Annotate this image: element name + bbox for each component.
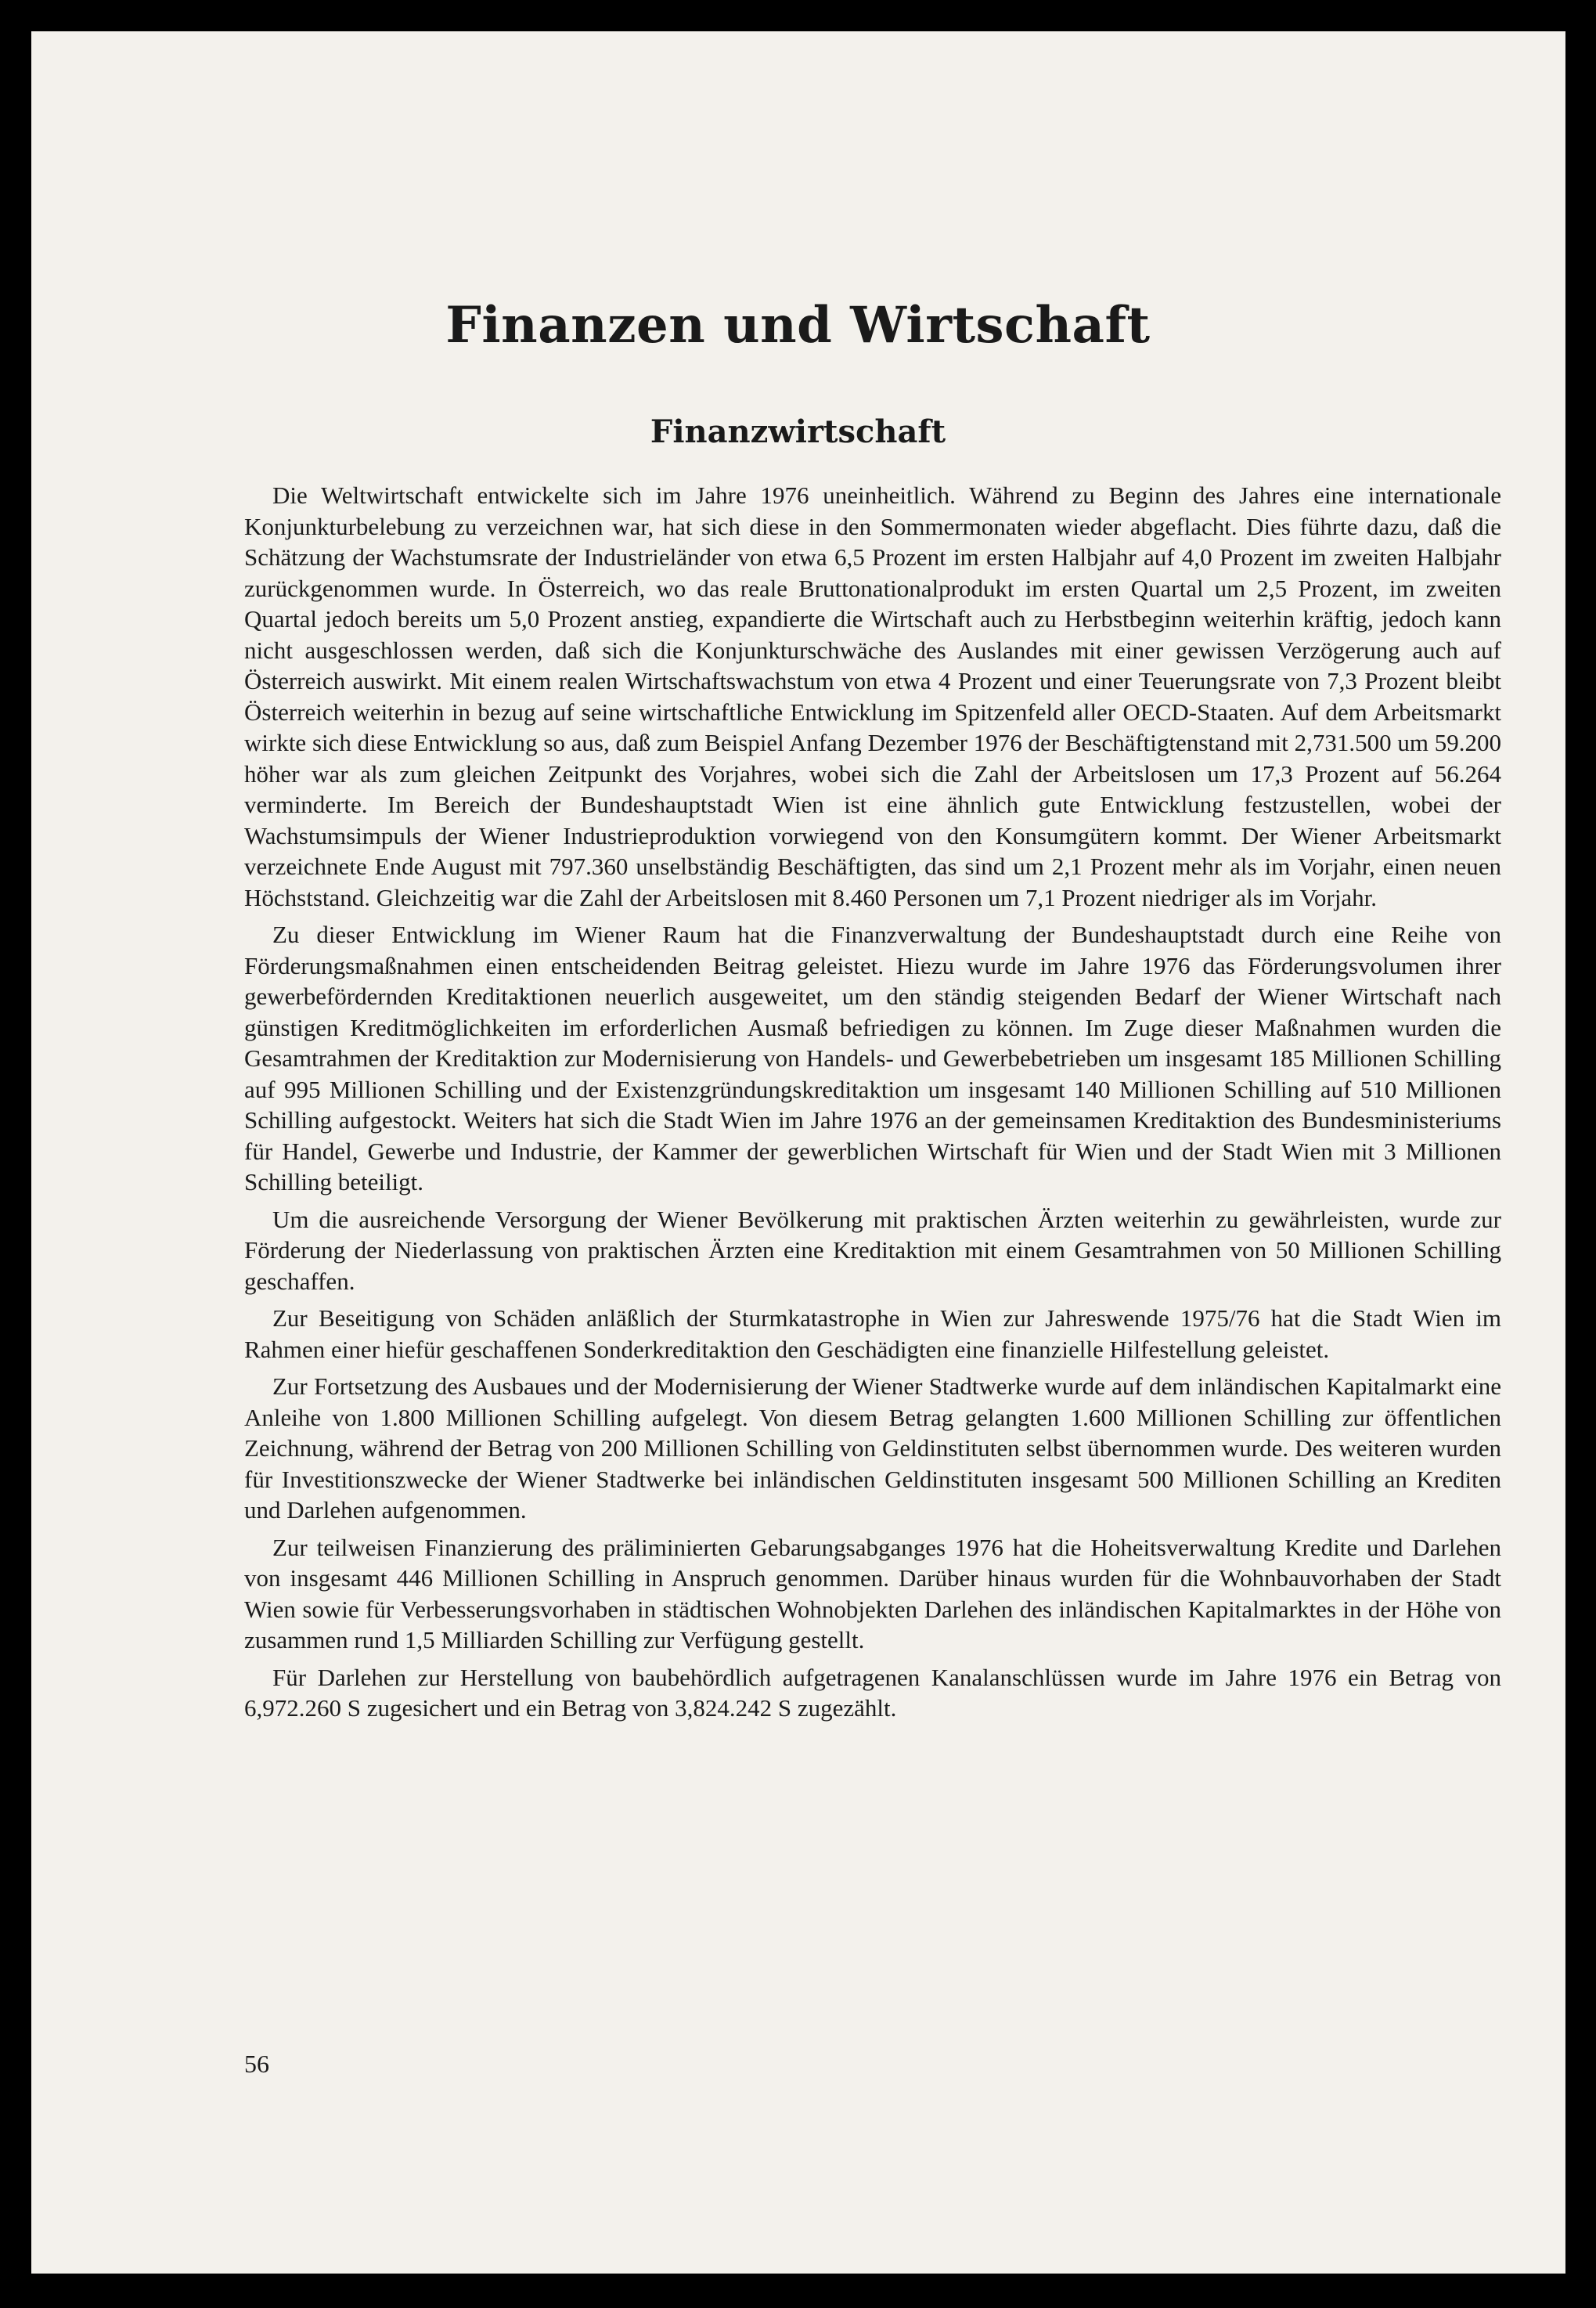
paragraph-6: Zur teilweisen Finanzierung des präliminierten Gebarungsabganges 1976 hat die Hoheitsverwaltung Kredite und Darlehen von insgesamt 446 Millionen Schilling in Anspruch genommen. Darüber hinaus wurden für die Wohnbauvorhaben der Stadt Wien sowie für Verbesserungsvorhaben in städtischen Wohnobjekten Darlehen des inländischen Kapitalmarktes in der Höhe von zusammen rund 1,5 Milliarden Schilling zur Verfügung gestellt. [244, 1533, 1501, 1653]
paragraph-7: Für Darlehen zur Herstellung von baubehördlich aufgetragenen Kanalanschlüssen wurde im Jahre 1976 ein Betrag von 6,972.260 S zugesichert und ein Betrag von 3,824.242 S zugezählt. [244, 1663, 1501, 1722]
section-heading: Finanzwirtschaft [650, 413, 946, 450]
page-title: Finanzen und Wirtschaft [445, 296, 1151, 355]
paragraph-5: Zur Fortsetzung des Ausbaues und der Modernisierung der Wiener Stadtwerke wurde auf dem inländischen Kapitalmarkt eine Anleihe von 1.800 Millionen Schilling aufgelegt. Von diesem Betrag gelangten 1.600 Millionen Schilling zur öffentlichen Zeichnung, während der Betrag von 200 Millionen Schilling von Geldinstituten selbst übernommen wurde. Des weiteren wurden für Investitionszwecke der Wiener Stadtwerke bei inländischen Geldinstituten insgesamt 500 Millionen Schilling an Krediten und Darlehen aufgenommen. [244, 1372, 1501, 1524]
paragraph-1: Die Weltwirtschaft entwickelte sich im Jahre 1976 uneinheitlich. Während zu Beginn des Jahres eine internationale Konjunkturbelebung zu verzeichnen war, hat sich diese in den Sommermonaten wieder abgeflacht. Dies führte dazu, daß die Schätzung der Wachstumsrate der Industrieländer von etwa 6,5 Prozent im ersten Halbjahr auf 4,0 Prozent im zweiten Halbjahr zurückgenommen wurde. In Österreich, wo das reale Bruttonationalprodukt im ersten Quartal um 2,5 Prozent, im zweiten Quartal jedoch bereits um 5,0 Prozent anstieg, expandierte die Wirtschaft auch zu Herbstbeginn weiterhin kräftig, jedoch kann nicht ausgeschlossen werden, daß sich die Konjunkturschwäche des Auslandes mit einer gewissen Verzögerung auch auf Österreich auswirkt. Mit einem realen Wirtschaftswachstum von etwa 4 Prozent und einer Teuerungsrate von 7,3 Prozent bleibt Österreich weiterhin in bezug auf seine wirtschaftliche Entwicklung im Spitzenfeld aller OECD-Staaten. Auf dem Arbeitsmarkt wirkte sich diese Entwicklung so aus, daß zum Beispiel Anfang Dezember 1976 der Beschäftigtenstand mit 2,731.500 um 59.200 höher war als zum gleichen Zeitpunkt des Vorjahres, wobei sich die Zahl der Arbeitslosen um 17,3 Prozent auf 56.264 verminderte. Im Bereich der Bundeshauptstadt Wien ist eine ähnlich gute Entwicklung festzustellen, wobei der Wachstumsimpuls der Wiener Industrieproduktion vorwiegend von den Konsumgütern kommt. Der Wiener Arbeitsmarkt verzeichnete Ende August mit 797.360 unselbständig Beschäftigten, das sind um 2,1 Prozent mehr als im Vorjahr, einen neuen Höchststand. Gleichzeitig war die Zahl der Arbeitslosen mit 8.460 Personen um 7,1 Prozent niedriger als im Vorjahr. [244, 481, 1501, 911]
paragraph-4: Zur Beseitigung von Schäden anläßlich der Sturmkatastrophe in Wien zur Jahreswende 1975/76 hat die Stadt Wien im Rahmen einer hiefür geschaffenen Sonderkreditaktion den Geschädigten eine finanzielle Hilfestellung geleistet. [244, 1304, 1501, 1363]
paragraph-3: Um die ausreichende Versorgung der Wiener Bevölkerung mit praktischen Ärzten weiterhin zu gewährleisten, wurde zur Förderung der Niederlassung von praktischen Ärzten eine Kreditaktion mit einem Gesamtrahmen von 50 Millionen Schilling geschaffen. [244, 1205, 1501, 1295]
paragraph-2: Zu dieser Entwicklung im Wiener Raum hat die Finanzverwaltung der Bundeshauptstadt durch eine Reihe von Förderungsmaßnahmen einen entscheidenden Beitrag geleistet. Hiezu wurde im Jahre 1976 das Förderungsvolumen ihrer gewerbefördernden Kreditaktionen neuerlich ausgeweitet, um den ständig steigenden Bedarf der Wiener Wirtschaft nach günstigen Kreditmöglichkeiten im erforderlichen Ausmaß befriedigen zu können. Im Zuge dieser Maßnahmen wurden die Gesamtrahmen der Kreditaktion zur Modernisierung von Handels- und Gewerbebetrieben um insgesamt 185 Millionen Schilling auf 995 Millionen Schilling und der Existenzgründungskreditaktion um insgesamt 140 Millionen Schilling auf 510 Millionen Schilling aufgestockt. Weiters hat sich die Stadt Wien im Jahre 1976 an der gemeinsamen Kreditaktion des Bundesministeriums für Handel, Gewerbe und Industrie, der Kammer der gewerblichen Wirtschaft für Wien und der Stadt Wien mit 3 Millionen Schilling beteiligt. [244, 921, 1501, 1195]
body-text [244, 480, 1501, 1730]
page-number: 56 [244, 2050, 269, 2078]
